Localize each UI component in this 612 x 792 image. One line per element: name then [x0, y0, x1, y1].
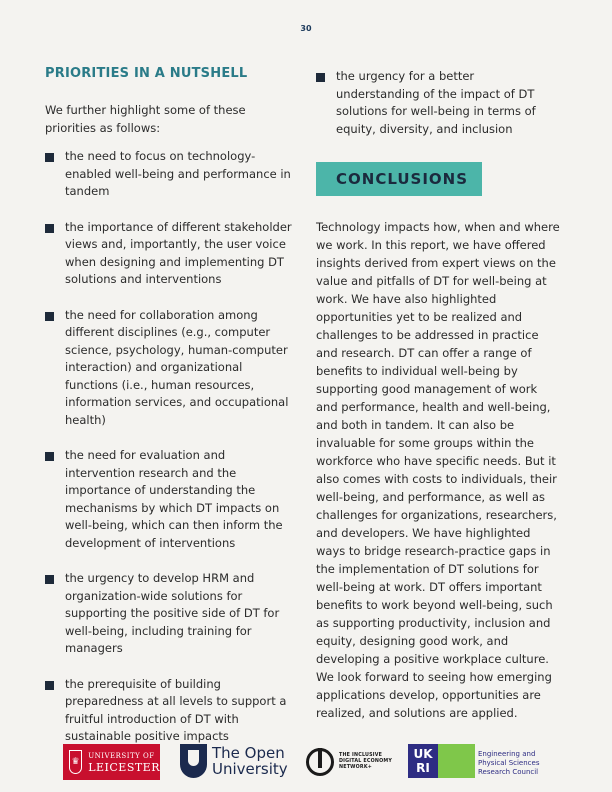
epsrc-line3: Research Council: [478, 768, 539, 776]
bullet-square-icon: [45, 224, 54, 233]
open-university-shield-icon: [180, 744, 207, 778]
list-item: the need to focus on technology-enabled well-being and performance in tandem: [45, 148, 295, 201]
ou-logo-line1: The Open: [212, 744, 285, 762]
list-item: the importance of different stakeholder views and, importantly, the user voice when designing and implementing DT solutions and interventions: [45, 219, 295, 289]
right-column: [316, 68, 561, 722]
page-number: 30: [300, 24, 312, 33]
list-item: the prerequisite of building preparedness at all levels to support a fruitful introduction of DT with sustainable positive impacts: [45, 676, 295, 746]
ukri-mark: [408, 744, 438, 778]
inclusive-logo-line3: NETWORK+: [339, 765, 372, 770]
epsrc-line1: Engineering and: [478, 750, 536, 758]
bullet-square-icon: [45, 312, 54, 321]
conclusions-paragraph: Technology impacts how, when and where we work. In this report, we have offered insights derived from expert views on the value and pitfalls of DT for well-being at work. We have also highlighted opportunities yet to be realized and challenges to be addressed in practice and research. DT can offer a range of benefits to individual well-being by supporting good management of work and performance, health and well-being, and both in tandem. It can also be invaluable for some groups within the workforce who have specific needs. But it also comes with costs to individuals, their well-being, and performance, as well as challenges for organizations, researchers, and developers. We have highlighted ways to bridge research-practice gaps in the implementation of DT solutions for well-being at work. DT offers important benefits to work beyond well-being, such as supporting productivity, inclusion and equity, designing good work, and developing a positive workplace culture. We look forward to seeing how emerging applications develop, opportunities are realized, and solutions are applied.: [316, 220, 560, 720]
leicester-shield-icon: ♛: [69, 750, 82, 774]
priorities-intro: We further highlight some of these priorities as follows:: [45, 103, 246, 135]
ukri-epsrc-logo: [408, 744, 553, 780]
inclusive-digital-economy-logo: [306, 746, 396, 778]
epsrc-green-block: [438, 744, 475, 778]
ou-logo-line2: University: [212, 760, 288, 778]
leicester-logo-line2: LEICESTER: [88, 761, 160, 774]
inclusive-logo-line1: THE INCLUSIVE: [339, 753, 383, 758]
bullet-square-icon: [45, 575, 54, 584]
bullet-square-icon: [45, 452, 54, 461]
list-item: the need for evaluation and intervention research and the importance of understanding the mechanisms by which DT impacts on well-being, which can then inform the development of interventions: [45, 447, 295, 552]
inclusive-logo-line2: DIGITAL ECONOMY: [339, 759, 393, 764]
ukri-line2: RI: [416, 761, 430, 775]
bullet-square-icon: [45, 681, 54, 690]
conclusions-heading: CONCLUSIONS: [316, 162, 482, 196]
leicester-logo-line1: UNIVERSITY OF: [88, 752, 155, 760]
left-column: [45, 66, 295, 764]
bullet-square-icon: [316, 73, 325, 82]
inclusive-network-icon: [306, 748, 334, 776]
ukri-line1: UK: [413, 747, 433, 761]
list-item: the urgency to develop HRM and organization-wide solutions for supporting the positive side of DT for well-being, including training for managers: [45, 570, 295, 658]
epsrc-line2: Physical Sciences: [478, 759, 540, 767]
list-item: the need for collaboration among different disciplines (e.g., computer science, psychology, human-computer interaction) and organizational functions (i.e., human resources, information services, and occupational health): [45, 307, 295, 430]
open-university-logo: [180, 744, 290, 780]
partner-logos: [0, 742, 612, 782]
priorities-list: [45, 148, 295, 746]
priorities-heading: PRIORITIES IN A NUTSHELL: [45, 66, 248, 81]
bullet-square-icon: [45, 153, 54, 162]
list-item: the urgency for a better understanding of the impact of DT solutions for well-being in terms of equity, diversity, and inclusion: [316, 68, 561, 138]
priorities-list-continued: [316, 68, 561, 138]
leicester-logo: [63, 744, 160, 780]
